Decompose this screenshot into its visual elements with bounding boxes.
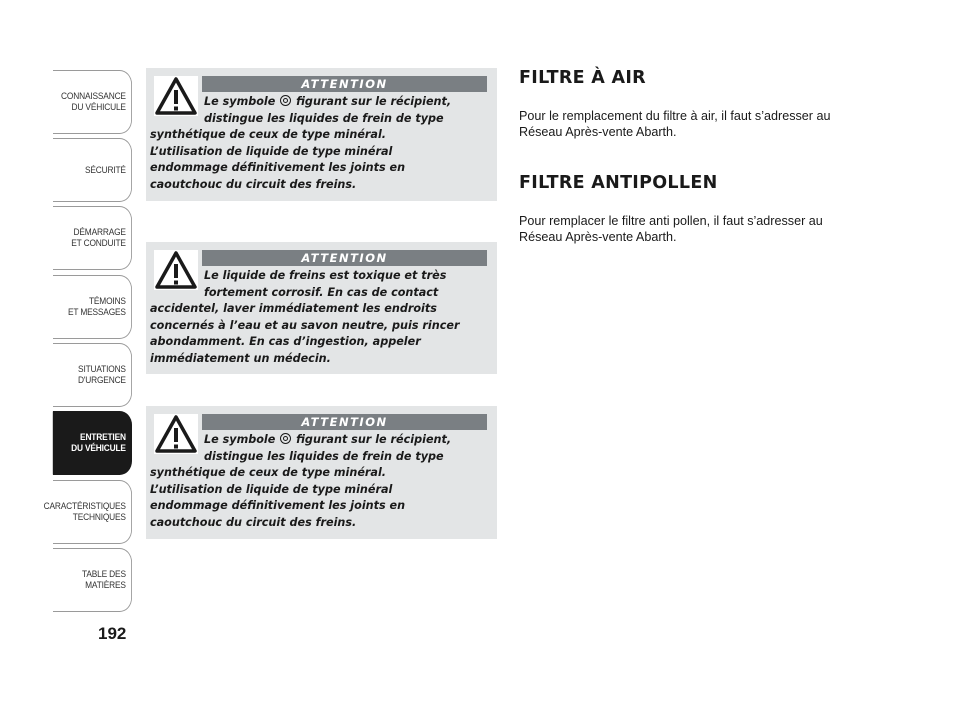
brake-fluid-symbol-icon bbox=[280, 433, 291, 444]
warning-line: caoutchouc du circuit des freins. bbox=[150, 515, 357, 529]
section-text-line: Réseau Après-vente Abarth. bbox=[519, 125, 677, 139]
section-text-filtre-antipollen bbox=[519, 213, 899, 245]
warning-text-fragment: Le symbole bbox=[204, 433, 280, 446]
tab-connaissance-du-vehicule[interactable] bbox=[53, 70, 132, 134]
warning-line: L’utilisation de liquide de type minéral bbox=[150, 482, 393, 496]
tab-label: SÉCURITÉ bbox=[84, 164, 126, 176]
warning-line: synthétique de ceux de type minéral. bbox=[150, 128, 387, 142]
tab-table-des-matieres[interactable] bbox=[53, 548, 132, 612]
tab-label: DU VÉHICULE bbox=[71, 102, 126, 113]
tab-label: MATIÈRES bbox=[85, 580, 126, 591]
warning-text-fragment: figurant sur le récipient, bbox=[292, 95, 452, 108]
tab-label: CONNAISSANCE bbox=[61, 91, 126, 102]
section-text-line: Pour remplacer le filtre anti pollen, il faut s’adresser au bbox=[519, 214, 823, 228]
warning-line: Le liquide de freins est toxique et très bbox=[204, 269, 447, 282]
tab-label: TÉMOINS bbox=[88, 296, 126, 307]
tab-label: TABLE DES bbox=[82, 569, 126, 580]
attention-banner: ATTENTION bbox=[202, 250, 487, 266]
section-text-line: Pour le remplacement du filtre à air, il faut s’adresser au bbox=[519, 109, 831, 123]
warning-line: distingue les liquides de frein de type bbox=[204, 449, 444, 463]
page-number: 192 bbox=[98, 624, 127, 643]
tab-demarrage-et-conduite[interactable] bbox=[53, 206, 132, 270]
warning-text-fragment: Le symbole bbox=[204, 95, 280, 108]
warning-text bbox=[150, 268, 491, 368]
warning-line: immédiatement un médecin. bbox=[150, 351, 331, 365]
warning-line: caoutchouc du circuit des freins. bbox=[150, 177, 357, 191]
warning-line: abondamment. En cas d’ingestion, appeler bbox=[150, 335, 421, 349]
tab-label: DU VÉHICULE bbox=[71, 443, 126, 454]
warning-text bbox=[150, 94, 491, 194]
warning-box bbox=[146, 242, 497, 374]
attention-banner: ATTENTION bbox=[202, 76, 487, 92]
warning-text-fragment: figurant sur le récipient, bbox=[292, 433, 452, 446]
section-title-filtre-antipollen: FILTRE ANTIPOLLEN bbox=[519, 173, 718, 193]
tab-label: ET MESSAGES bbox=[67, 307, 126, 318]
tab-label: ET CONDUITE bbox=[71, 238, 126, 249]
section-title-filtre-a-air: FILTRE À AIR bbox=[519, 68, 646, 88]
warning-line: endommage définitivement les joints en bbox=[150, 161, 406, 175]
attention-banner: ATTENTION bbox=[202, 414, 487, 430]
tab-securite[interactable] bbox=[53, 138, 132, 202]
warning-line: synthétique de ceux de type minéral. bbox=[150, 466, 387, 480]
tab-situations-d-urgence[interactable] bbox=[53, 343, 132, 407]
tab-label: ENTRETIEN bbox=[80, 432, 126, 443]
tab-temoins-et-messages[interactable] bbox=[53, 275, 132, 339]
tab-entretien-du-vehicule[interactable] bbox=[53, 411, 132, 475]
warning-line: endommage définitivement les joints en bbox=[150, 499, 406, 513]
warning-line: L’utilisation de liquide de type minéral bbox=[150, 144, 393, 158]
tab-label: SITUATIONS bbox=[78, 364, 126, 375]
tab-caracteristiques-techniques[interactable] bbox=[43, 480, 132, 544]
warning-line: accidentel, laver immédiatement les endroits bbox=[150, 302, 437, 316]
section-text-line: Réseau Après-vente Abarth. bbox=[519, 230, 677, 244]
tab-label: D'URGENCE bbox=[77, 375, 126, 386]
tab-label: TECHNIQUES bbox=[72, 512, 126, 523]
warning-line: distingue les liquides de frein de type bbox=[204, 111, 444, 125]
section-text-filtre-a-air bbox=[519, 108, 899, 140]
tab-label: CARACTÉRISTIQUES bbox=[43, 501, 126, 512]
warning-box bbox=[146, 68, 497, 201]
warning-line: fortement corrosif. En cas de contact bbox=[204, 285, 439, 299]
brake-fluid-symbol-icon bbox=[280, 95, 291, 106]
tab-label: DÉMARRAGE bbox=[73, 227, 126, 238]
warning-box bbox=[146, 406, 497, 539]
warning-line: concernés à l’eau et au savon neutre, puis rincer bbox=[150, 318, 460, 332]
warning-text bbox=[150, 432, 491, 532]
